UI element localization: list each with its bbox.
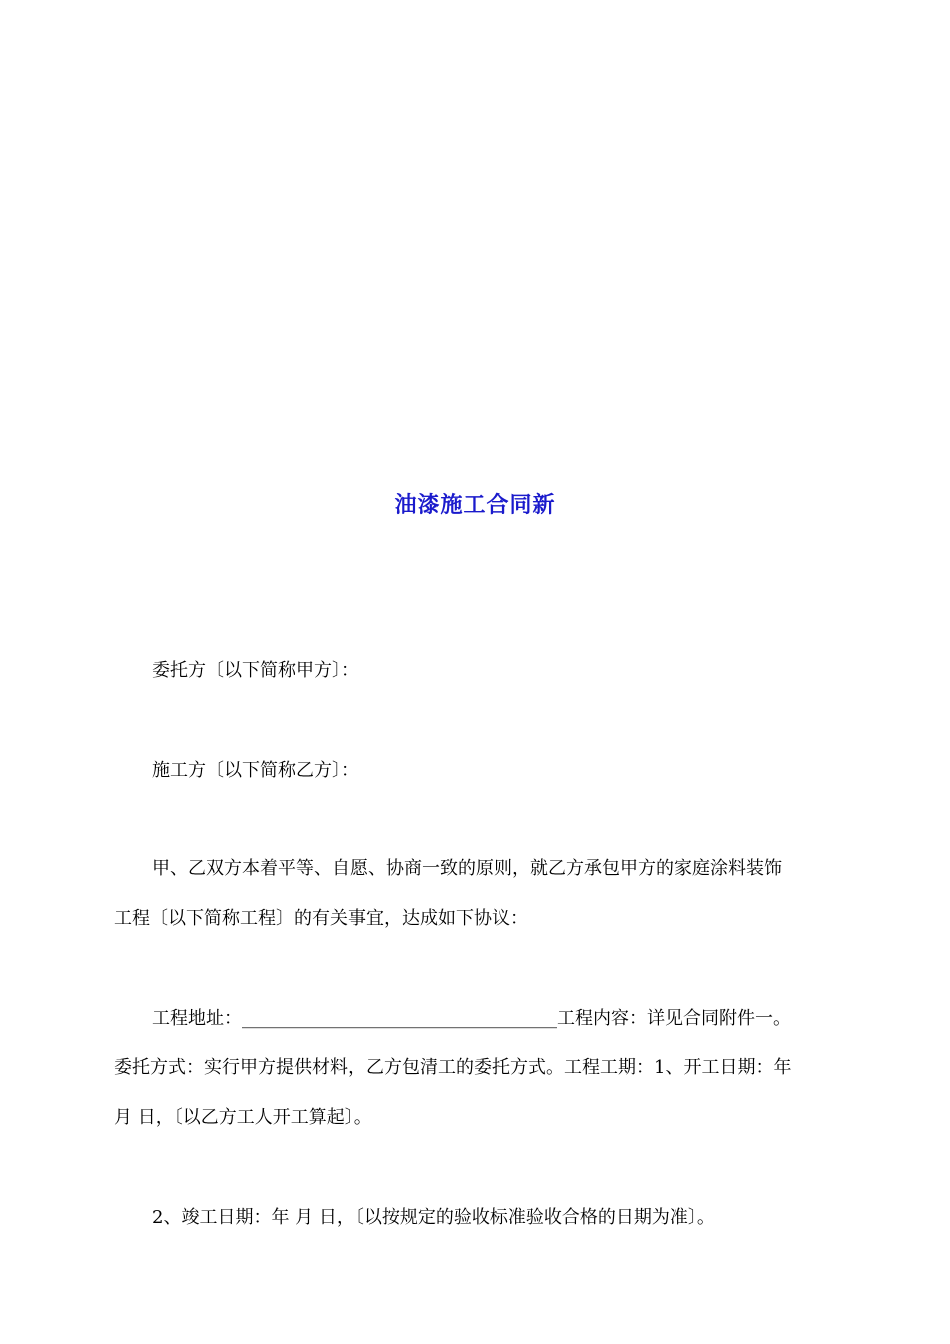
address-line-1: 工程地址：___________________________________工程内容：详见合同附件一。	[152, 1008, 791, 1029]
address-line-3: 月 日，〔以乙方工人开工算起〕。	[114, 1107, 372, 1128]
intro-line-2: 工程〔以下简称工程〕的有关事宜，达成如下协议：	[114, 908, 528, 929]
contractor-line: 施工方〔以下简称乙方〕：	[152, 760, 359, 781]
document-title: 油漆施工合同新	[394, 493, 556, 518]
address-line-2: 委托方式：实行甲方提供材料，乙方包清工的委托方式。工程工期：1、开工日期：年	[114, 1057, 792, 1078]
intro-line-1: 甲、乙双方本着平等、自愿、协商一致的原则，就乙方承包甲方的家庭涂料装饰	[152, 858, 782, 879]
completion-line: 2、竣工日期：年 月 日，〔以按规定的验收标准验收合格的日期为准〕。	[152, 1207, 715, 1228]
client-line: 委托方〔以下简称甲方〕：	[152, 660, 359, 681]
